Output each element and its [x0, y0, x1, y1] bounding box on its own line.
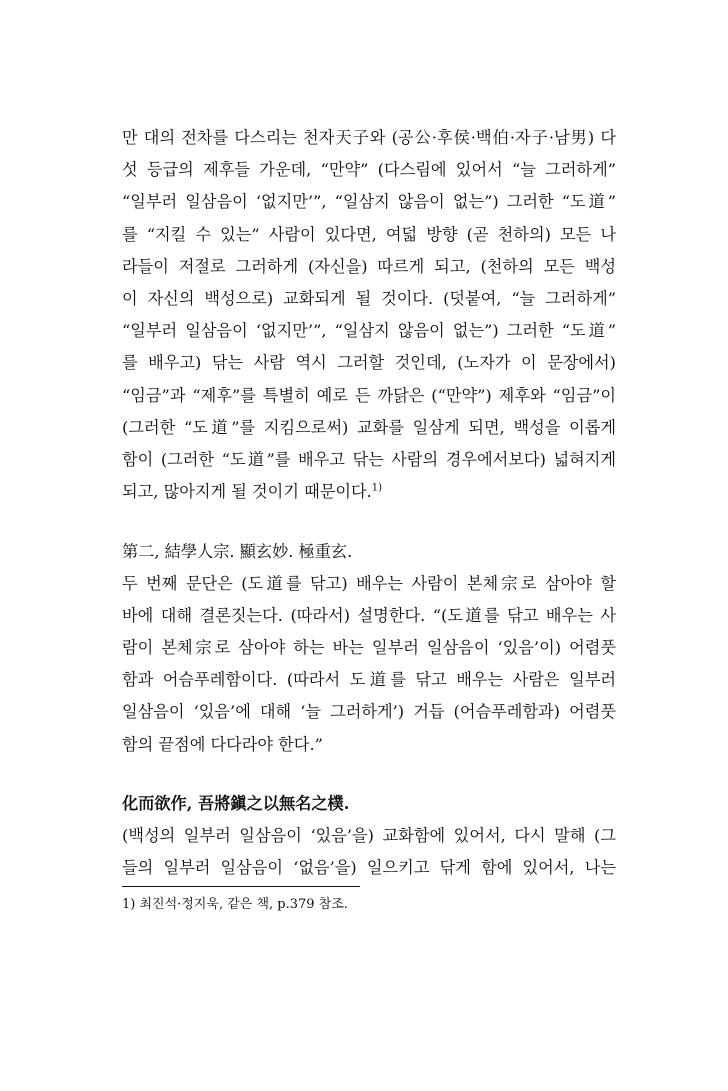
footnote-text: 1) 최진석·정지욱, 같은 책, p.379 참조.: [122, 897, 348, 912]
paragraph-line: (그러한 “도道”를 지킴으로써) 교화를 일삼게 되면, 백성을 이롭게: [122, 418, 616, 437]
paragraph-line: 두 번째 문단은 (도道를 닦고) 배우는 사람이 본체宗로 삼아야 할: [122, 574, 616, 593]
paragraph-line: “일부러 일삼음이 ‘없지만’”, “일삼지 않음이 없는”) 그러한 “도道”: [122, 321, 616, 340]
section-heading: 第二, 結學人宗. 顯玄妙. 極重玄.: [122, 542, 353, 561]
paragraph-line: 함이 (그러한 “도道”를 배우고 닦는 사람의 경우에서보다) 넓혀지게: [122, 450, 616, 469]
paragraph-line: 만 대의 전차를 다스리는 천자天子와 (공公·후侯·백伯·자子·남男) 다: [122, 128, 616, 147]
paragraph-line: 를 “지킬 수 있는” 사람이 있다면, 여덟 방향 (곧 천하의) 모든 나: [122, 225, 616, 244]
paragraph-last-line: [122, 482, 616, 502]
paragraph-line: 함과 어슴푸레함이다. (따라서 도道를 닦고 배우는 사람은 일부러: [122, 670, 616, 689]
section-heading: 化而欲作, 吾將鎭之以無名之樸.: [122, 794, 350, 813]
paragraph-line: 함의 끝점에 다다라야 한다.”: [122, 735, 323, 754]
paragraph-line: 라들이 저절로 그러하게 (자신을) 따르게 되고, (천하의 모든 백성: [122, 257, 616, 276]
paragraph-line: 람이 본체宗로 삼아야 하는 바는 일부러 일삼음이 ‘있음’이) 어렴풋: [122, 638, 616, 657]
paragraph-line-text: 되고, 많아지게 될 것이기 때문이다.: [122, 482, 372, 501]
paragraph-line: 일삼음이 ‘있음’에 대해 ‘늘 그러하게’) 거듭 (어슴푸레함과) 어렴풋: [122, 702, 616, 721]
paragraph-line: “임금”과 “제후”를 특별히 예로 든 까닭은 (“만약”) 제후와 “임금”이: [122, 386, 616, 405]
paragraph-line: (백성의 일부러 일삼음이 ‘있음’을) 교화함에 있어서, 다시 말해 (그: [122, 826, 616, 845]
footnote-reference: 1): [371, 482, 383, 494]
paragraph-line: 들의 일부러 일삼음이 ‘없음’을) 일으키고 닦게 함에 있어서, 나는: [122, 858, 616, 877]
footnote-divider: [122, 886, 360, 887]
paragraph-line: “일부러 일삼음이 ‘없지만’”, “일삼지 않음이 없는”) 그러한 “도道”: [122, 192, 616, 211]
paragraph-line: 섯 등급의 제후들 가운데, “만약” (다스림에 있어서 “늘 그러하게”: [122, 160, 616, 179]
paragraph-line: 이 자신의 백성으로) 교화되게 될 것이다. (덧붙여, “늘 그러하게”: [122, 289, 616, 308]
paragraph-line: 바에 대해 결론짓는다. (따라서) 설명한다. “(도道를 닦고 배우는 사: [122, 606, 616, 625]
paragraph-line: 를 배우고) 닦는 사람 역시 그러할 것인데, (노자가 이 문장에서): [122, 353, 616, 372]
